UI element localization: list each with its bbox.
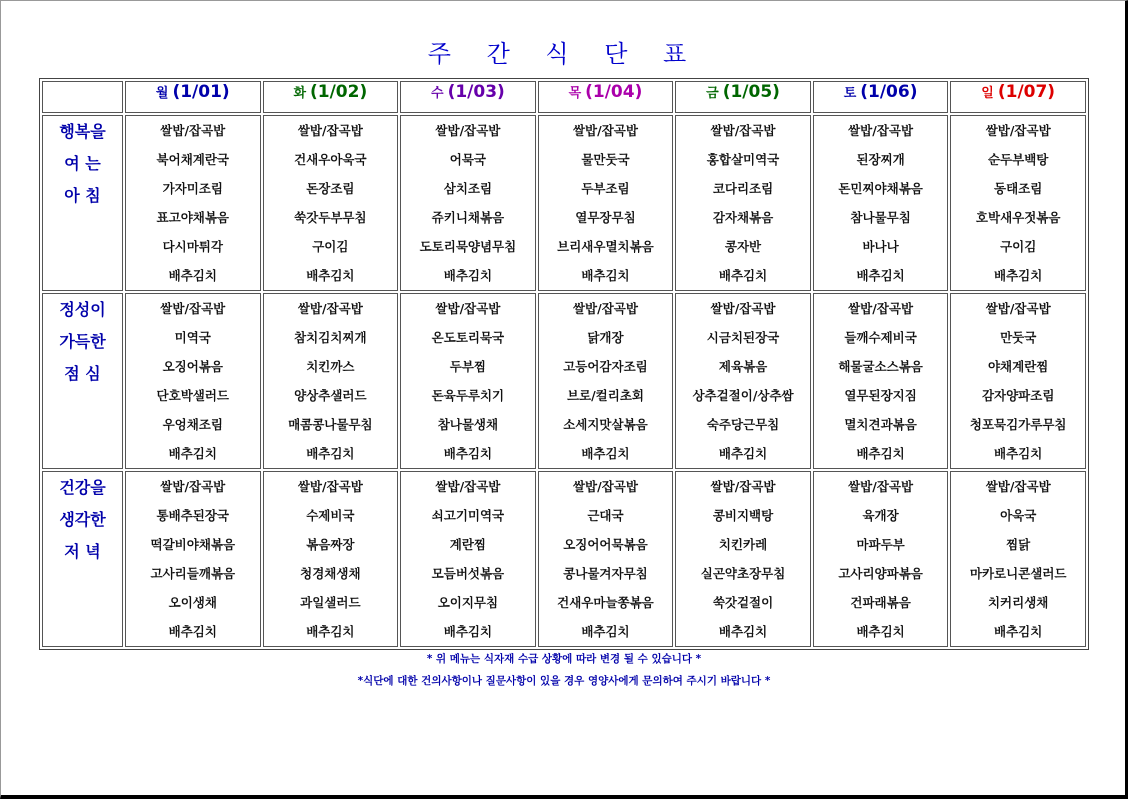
menu-item: 들깨수제비국 (844, 330, 917, 345)
menu-item: 배추김치 (856, 268, 905, 283)
menu-item: 배추김치 (581, 446, 630, 461)
menu-item: 건파래볶음 (850, 595, 911, 610)
menu-item: 소세지맛살볶음 (563, 417, 648, 432)
menu-item: 감자채볶음 (712, 210, 774, 225)
menu-item: 쌀밥/잡곡밥 (985, 123, 1051, 138)
menu-item: 배추김치 (581, 268, 630, 283)
menu-item: 배추김치 (168, 446, 217, 461)
menu-item: 두부조림 (581, 181, 630, 196)
menu-item: 콩나물겨자무침 (563, 566, 648, 581)
water-icon: 수 (431, 86, 444, 101)
menu-item: 쇠고기미역국 (431, 508, 505, 523)
menu-cell (813, 115, 949, 291)
menu-cell (125, 471, 261, 647)
menu-item: 쌀밥/잡곡밥 (848, 123, 914, 138)
menu-item: 참나물무침 (850, 210, 911, 225)
menu-item: 통배추된장국 (156, 508, 229, 523)
meal-label-line: 아 침 (64, 186, 101, 205)
day-date: (1/02) (310, 82, 368, 102)
menu-item: 쌀밥/잡곡밥 (160, 301, 226, 316)
menu-item: 쌀밥/잡곡밥 (985, 479, 1051, 494)
meal-label (42, 115, 123, 291)
menu-item: 동태조림 (994, 181, 1043, 196)
menu-item: 찜닭 (1006, 537, 1031, 552)
menu-item: 시금치된장국 (706, 330, 780, 345)
menu-item: 배추김치 (718, 446, 768, 461)
menu-item: 북어채계란국 (156, 152, 229, 167)
tree-icon: 목 (568, 86, 582, 101)
menu-item: 근대국 (587, 508, 624, 523)
day-date: (1/05) (722, 82, 780, 102)
day-header (263, 81, 399, 113)
menu-item: 쌀밥/잡곡밥 (435, 301, 501, 316)
menu-item: 쌀밥/잡곡밥 (297, 123, 363, 138)
menu-item: 다시마튀각 (162, 239, 223, 254)
day-date: (1/07) (997, 82, 1056, 102)
menu-cell (125, 293, 261, 469)
meal-label-line: 여 는 (64, 154, 101, 173)
menu-item: 아욱국 (1000, 508, 1037, 523)
menu-item: 콩비지백탕 (712, 508, 774, 523)
menu-item: 돈장조림 (306, 181, 355, 196)
menu-item: 모듬버섯볶음 (431, 566, 505, 581)
day-date: (1/04) (585, 82, 643, 102)
menu-cell (675, 293, 811, 469)
menu-item: 건새우아욱국 (294, 152, 367, 167)
notice-change: * 위 메뉴는 식자재 수급 상황에 따라 변경 될 수 있습니다 * (426, 653, 702, 665)
menu-item: 브리새우멸치볶음 (557, 239, 654, 254)
menu-cell (950, 115, 1086, 291)
menu-cell (538, 471, 674, 647)
menu-item: 어묵국 (449, 152, 487, 167)
menu-item: 도토리묵양념무침 (419, 239, 517, 254)
meal-label-line: 점 심 (64, 364, 101, 383)
menu-cell (263, 293, 399, 469)
menu-item: 쑥갓두부무침 (294, 210, 367, 225)
day-header (400, 81, 536, 113)
menu-item: 쌀밥/잡곡밥 (160, 479, 226, 494)
menu-cell (675, 115, 811, 291)
menu-item: 볶음짜장 (306, 537, 355, 552)
menu-item: 참치김치찌개 (294, 330, 367, 345)
menu-item: 콩자반 (724, 239, 762, 254)
menu-item: 떡갈비야채볶음 (150, 537, 236, 552)
menu-cell (538, 293, 674, 469)
day-header (125, 81, 261, 113)
menu-item: 육개장 (862, 508, 899, 523)
menu-item: 쌀밥/잡곡밥 (985, 301, 1051, 316)
menu-item: 쌀밥/잡곡밥 (435, 123, 501, 138)
meal-row (42, 293, 1086, 469)
menu-item: 배추김치 (168, 624, 217, 639)
menu-item: 치킨카레 (718, 537, 768, 552)
menu-item: 고등어감자조림 (563, 359, 648, 374)
menu-item: 매콤콩나물무침 (288, 417, 373, 432)
day-header (950, 81, 1086, 113)
menu-item: 홍합살미역국 (706, 152, 780, 167)
menu-item: 배추김치 (994, 446, 1043, 461)
menu-item: 돈민찌야채볶음 (838, 181, 923, 196)
menu-cell (675, 471, 811, 647)
menu-item: 수제비국 (306, 508, 355, 523)
meal-label-line: 건강을 (59, 478, 106, 497)
day-date: (1/06) (860, 82, 918, 102)
moon-icon: 월 (155, 86, 169, 101)
menu-item: 배추김치 (718, 268, 768, 283)
menu-item: 쌀밥/잡곡밥 (710, 123, 776, 138)
menu-cell (538, 115, 674, 291)
menu-item: 쌀밥/잡곡밥 (572, 479, 638, 494)
menu-item: 호박새우젓볶음 (975, 210, 1061, 225)
metal-icon: 금 (706, 86, 719, 101)
menu-item: 삼치조림 (443, 181, 493, 196)
menu-item: 배추김치 (856, 446, 905, 461)
menu-item: 쑥갓겉절이 (712, 595, 774, 610)
day-date: (1/01) (172, 82, 230, 102)
menu-item: 고사리들깨볶음 (150, 566, 236, 581)
meal-label-line: 행복을 (59, 122, 106, 141)
menu-item: 배추김치 (306, 624, 355, 639)
menu-item: 오징어볶음 (162, 359, 223, 374)
menu-item: 쌀밥/잡곡밥 (297, 479, 363, 494)
sun-icon: 일 (981, 86, 994, 101)
menu-item: 배추김치 (443, 268, 493, 283)
menu-item: 미역국 (174, 330, 211, 345)
menu-item: 숙주당근무침 (706, 417, 780, 432)
menu-item: 물만둣국 (581, 152, 630, 167)
notice-contact: *식단에 대한 건의사항이나 질문사항이 있을 경우 영양사에게 문의하여 주시기 바랍니다 * (357, 675, 771, 687)
meal-label-line: 가득한 (59, 332, 106, 351)
menu-item: 계란찜 (449, 537, 487, 552)
menu-item: 치킨까스 (306, 359, 355, 374)
menu-item: 감자양파조림 (981, 388, 1055, 403)
menu-item: 배추김치 (994, 624, 1043, 639)
meal-label (42, 471, 123, 647)
meal-label (42, 293, 123, 469)
menu-item: 된장찌개 (856, 152, 905, 167)
menu-item: 야채계란찜 (987, 359, 1049, 374)
menu-item: 코다리조림 (712, 181, 774, 196)
menu-item: 쌀밥/잡곡밥 (848, 301, 914, 316)
menu-item: 만둣국 (1000, 330, 1037, 345)
meal-label-line: 저 녁 (64, 542, 101, 561)
day-header (675, 81, 811, 113)
menu-item: 양상추샐러드 (294, 388, 367, 403)
menu-item: 배추김치 (306, 268, 355, 283)
menu-item: 마파두부 (856, 537, 905, 552)
day-header (538, 81, 674, 113)
menu-item: 배추김치 (443, 446, 493, 461)
menu-cell (263, 115, 399, 291)
meal-row (42, 115, 1086, 291)
menu-item: 배추김치 (856, 624, 905, 639)
menu-item: 배추김치 (581, 624, 630, 639)
meal-label-line: 정성이 (59, 300, 106, 319)
menu-item: 해물굴소스볶음 (838, 359, 923, 374)
menu-item: 표고야채볶음 (156, 210, 229, 225)
menu-cell (263, 471, 399, 647)
meal-label-line: 생각한 (59, 510, 106, 529)
menu-cell (950, 293, 1086, 469)
menu-cell (400, 471, 536, 647)
menu-item: 쌀밥/잡곡밥 (848, 479, 914, 494)
menu-item: 돈육두루치기 (431, 388, 505, 403)
menu-cell (950, 471, 1086, 647)
menu-item: 쌀밥/잡곡밥 (710, 301, 776, 316)
fire-icon: 화 (293, 86, 306, 101)
menu-item: 오이지무침 (437, 595, 499, 610)
menu-item: 구이김 (1000, 239, 1037, 254)
day-header (813, 81, 949, 113)
menu-item: 오징어어묵볶음 (563, 537, 648, 552)
menu-item: 마카로니콘샐러드 (969, 566, 1067, 581)
menu-item: 멸치견과볶음 (844, 417, 917, 432)
menu-item: 배추김치 (718, 624, 768, 639)
menu-item: 치커리생채 (987, 595, 1049, 610)
menu-item: 상추겉절이/상추쌈 (692, 388, 794, 403)
menu-item: 쌀밥/잡곡밥 (572, 301, 638, 316)
menu-item: 두부찜 (449, 359, 487, 374)
menu-cell (813, 293, 949, 469)
menu-item: 가자미조림 (162, 181, 223, 196)
menu-item: 쥬키니채볶음 (431, 210, 505, 225)
menu-item: 순두부백탕 (987, 152, 1049, 167)
menu-cell (400, 293, 536, 469)
menu-item: 브로/컬리초회 (566, 388, 644, 403)
menu-item: 우엉채조림 (162, 417, 223, 432)
menu-item: 바나나 (862, 239, 899, 254)
menu-item: 단호박샐러드 (156, 388, 229, 403)
menu-item: 제육볶음 (718, 359, 768, 374)
menu-item: 쌀밥/잡곡밥 (710, 479, 776, 494)
day-date: (1/03) (447, 82, 505, 102)
header-row (42, 81, 1086, 113)
menu-item: 청경채생채 (300, 566, 361, 581)
menu-item: 과일샐러드 (300, 595, 361, 610)
menu-item: 참나물생채 (437, 417, 499, 432)
earth-icon: 토 (843, 86, 857, 101)
menu-item: 오이생채 (168, 595, 217, 610)
menu-item: 닭개장 (587, 330, 624, 345)
menu-item: 쌀밥/잡곡밥 (160, 123, 226, 138)
menu-item: 배추김치 (306, 446, 355, 461)
menu-cell (813, 471, 949, 647)
menu-item: 배추김치 (443, 624, 493, 639)
menu-item: 건새우마늘쫑볶음 (557, 595, 654, 610)
menu-item: 쌀밥/잡곡밥 (435, 479, 501, 494)
meal-row (42, 471, 1086, 647)
menu-item: 쌀밥/잡곡밥 (297, 301, 363, 316)
menu-item: 쌀밥/잡곡밥 (572, 123, 638, 138)
corner-cell (42, 81, 123, 113)
menu-item: 배추김치 (994, 268, 1043, 283)
menu-item: 온도토리묵국 (431, 330, 505, 345)
menu-cell (125, 115, 261, 291)
page-title: 주 간 식 단 표 (427, 40, 701, 68)
menu-item: 열무된장지짐 (844, 388, 917, 403)
menu-item: 열무장무침 (575, 210, 636, 225)
menu-item: 고사리양파볶음 (838, 566, 923, 581)
weekly-menu-table (39, 78, 1089, 650)
menu-item: 구이김 (312, 239, 349, 254)
menu-item: 배추김치 (168, 268, 217, 283)
menu-cell (400, 115, 536, 291)
menu-item: 청포묵김가루무침 (969, 417, 1067, 432)
menu-item: 실곤약초장무침 (700, 566, 786, 581)
